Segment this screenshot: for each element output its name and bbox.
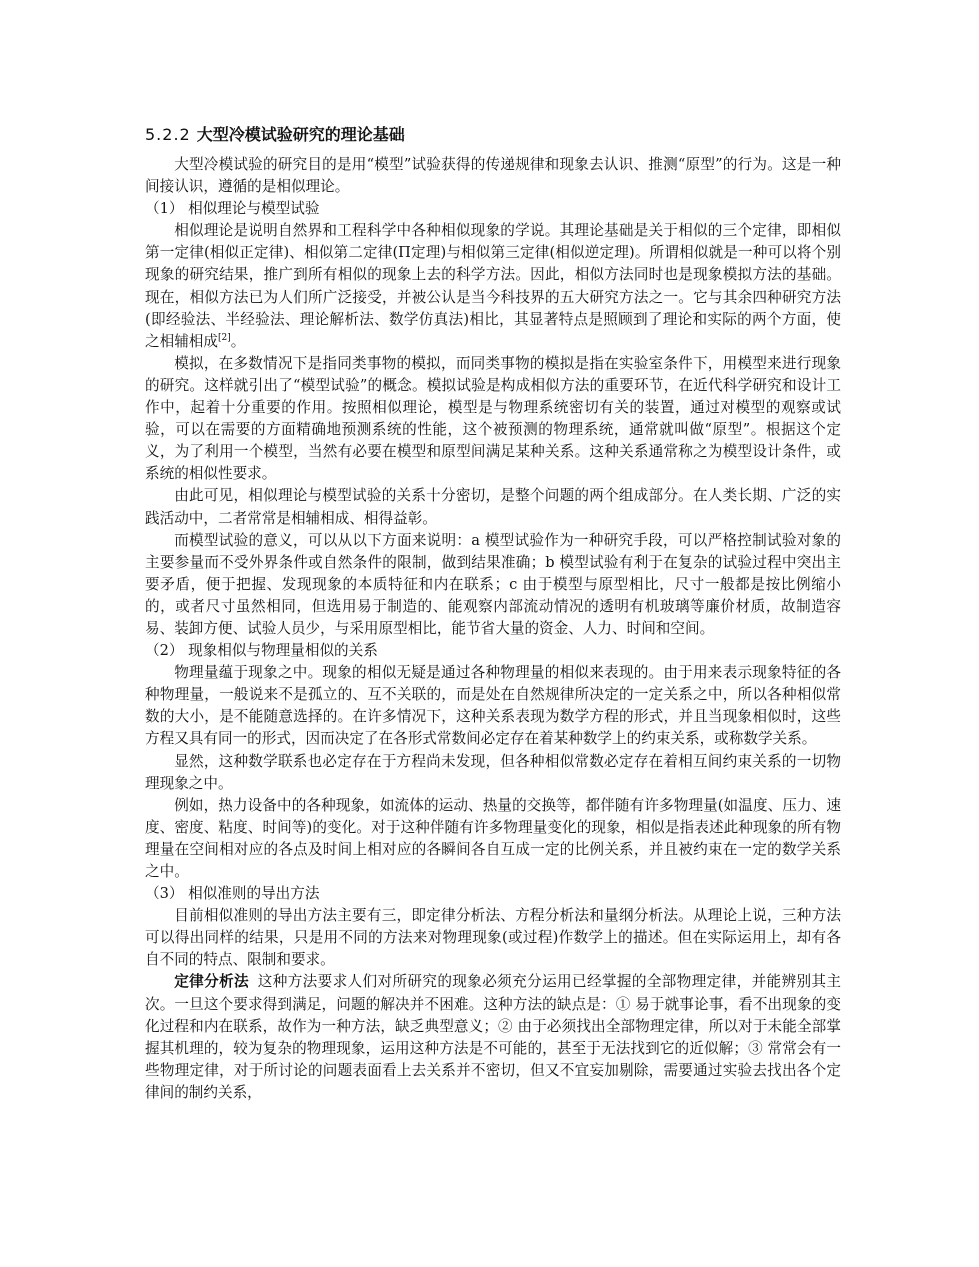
paragraph: 相似理论是说明自然界和工程科学中各种相似现象的学说。其理论基础是关于相似的三个定律，即相似第一定律(相似正定律)、相似第二定律(Π定理)与相似第三定律(相似逆定理)。所谓相似就是一种可以将个别现象的研究结果，推广到所有相似的现象上去的科学方法。因此，相似方法同时也是现象模拟方法的基础。现在，相似方法已为人们所广泛接受，并被公认是当今科技界的五大研究方法之一。它与其余四种研究方法(即经验法、半经验法、理论解析法、数学仿真法)相比，其显著特点是照顾到了理论和实际的两个方面，使之相辅相成[2]。 [145,222,841,350]
bold-term: 定律分析法 [174,973,250,991]
section-heading [145,124,841,146]
paragraph: 而模型试验的意义，可以从以下方面来说明：a 模型试验作为一种研究手段，可以严格控制试验对象的主要参量而不受外界条件或自然条件的限制，做到结果准确；b 模型试验有利于在复杂的试验过程中突出主要矛盾，便于把握、发现现象的本质特征和内在联系；c 由于模型与原型相比，尺寸一般都是按比例缩小的，或者尺寸虽然相同，但选用易于制造的、能观察内部流动情况的透明有机玻璃等廉价材质，故制造容易、装卸方便、试验人员少，与采用原型相比，能节省大量的资金、人力、时间和空间。 [145,531,841,637]
paragraph: 例如，热力设备中的各种现象，如流体的运动、热量的交换等，都伴随有许多物理量(如温度、压力、速度、密度、粘度、时间等)的变化。对于这种伴随有许多物理量变化的现象，相似是指表述此种现象的所有物理量在空间相对应的各点及时间上相对应的各瞬间各自互成一定的比例关系，并且被约束在一定的数学关系之中。 [145,796,841,880]
paragraph: 目前相似准则的导出方法主要有三，即定律分析法、方程分析法和量纲分析法。从理论上说，三种方法可以得出同样的结果，只是用不同的方法来对物理现象(或过程)作数学上的描述。但在实际运用上，却有各自不同的特点、限制和要求。 [145,907,841,969]
paragraph: 由此可见，相似理论与模型试验的关系十分密切，是整个问题的两个组成部分。在人类长期、广泛的实践活动中，二者常常是相辅相成、相得益彰。 [145,487,841,527]
document-page [145,124,841,1104]
subheading: （1） 相似理论与模型试验 [145,200,320,218]
section-number: 5.2.2 [145,125,191,144]
subheading: （2） 现象相似与物理量相似的关系 [145,642,378,660]
paragraph: 显然，这种数学联系也必定存在于方程尚未发现，但各种相似常数必定存在着相互间约束关系的一切物理现象之中。 [145,752,841,792]
paragraph: 模拟，在多数情况下是指同类事物的模拟，而同类事物的模拟是指在实验室条件下，用模型来进行现象的研究。这样就引出了“模型试验”的概念。模拟试验是构成相似方法的重要环节，在近代科学研究和设计工作中，起着十分重要的作用。按照相似理论，模型是与物理系统密切有关的装置，通过对模型的观察或试验，可以在需要的方面精确地预测系统的性能，这个被预测的物理系统，通常就叫做“原型”。根据这个定义，为了利用一个模型，当然有必要在模型和原型间满足某种关系。这种关系通常称之为模型设计条件，或系统的相似性要求。 [145,354,841,483]
section-title: 大型冷模试验研究的理论基础 [196,125,405,144]
paragraph: 定律分析法 这种方法要求人们对所研究的现象必须充分运用已经掌握的全部物理定律，并能辨别其主次。一旦这个要求得到满足，问题的解决并不困难。这种方法的缺点是：① 易于就事论事，看不出现象的变化过程和内在联系，故作为一种方法，缺乏典型意义；② 由于必须找出全部物理定律，所以对于未能全部掌握其机理的，较为复杂的物理现象，运用这种方法是不可能的，甚至于无法找到它的近似解；③ 常常会有一些物理定律，对于所讨论的问题表面看上去关系并不密切，但又不宜妄加剔除，需要通过实验去找出各个定律间的制约关系， [145,973,841,1101]
citation-ref: [2] [217,332,231,343]
paragraph: 大型冷模试验的研究目的是用“模型”试验获得的传递规律和现象去认识、推测“原型”的行为。这是一种间接认识，遵循的是相似理论。 [145,156,841,196]
subheading: （3） 相似准则的导出方法 [145,885,320,903]
paragraph: 物理量蕴于现象之中。现象的相似无疑是通过各种物理量的相似来表现的。由于用来表示现象特征的各种物理量，一般说来不是孤立的、互不关联的，而是处在自然规律所决定的一定关系之中，所以各种相似常数的大小，是不能随意选择的。在许多情况下，这种关系表现为数学方程的形式，并且当现象相似时，这些方程又具有同一的形式，因而决定了在各形式常数间必定存在着某种数学上的约束关系，或称数学关系。 [145,664,841,748]
